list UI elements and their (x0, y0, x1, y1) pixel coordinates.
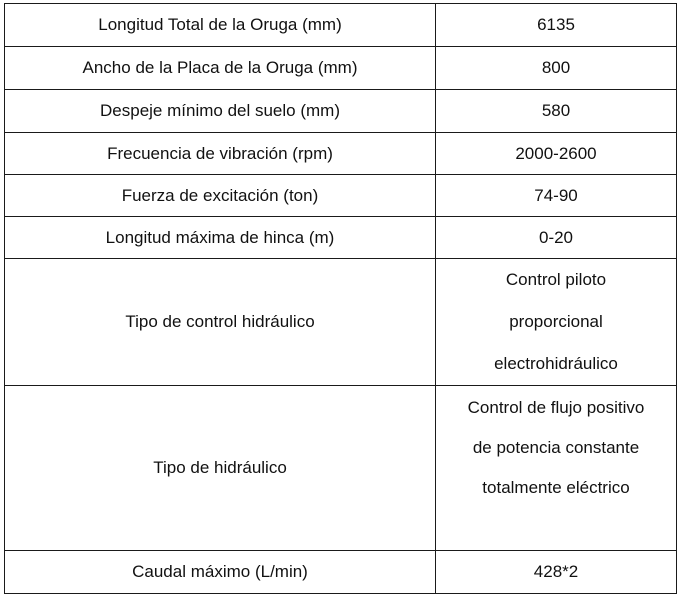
table-row (5, 47, 677, 90)
spec-value-line: Control de flujo positivo (467, 398, 645, 417)
specifications-table (4, 3, 677, 594)
spec-label: Longitud máxima de hinca (m) (5, 217, 436, 259)
table-row (5, 90, 677, 133)
spec-value: 428*2 (436, 551, 677, 594)
table-row (5, 175, 677, 217)
spec-label: Ancho de la Placa de la Oruga (mm) (5, 47, 436, 90)
table-row (5, 259, 677, 386)
spec-value-line: Control piloto (505, 270, 607, 289)
spec-value: 0-20 (436, 217, 677, 259)
spec-value: 74-90 (436, 175, 677, 217)
spec-label: Caudal máximo (L/min) (5, 551, 436, 594)
spec-value-line: electrohidráulico (494, 354, 618, 373)
spec-label: Tipo de control hidráulico (5, 259, 436, 386)
spec-label: Despeje mínimo del suelo (mm) (5, 90, 436, 133)
spec-label: Longitud Total de la Oruga (mm) (5, 4, 436, 47)
spec-label: Tipo de hidráulico (5, 386, 436, 551)
table-row (5, 217, 677, 259)
table-row (5, 133, 677, 175)
table-row (5, 551, 677, 594)
spec-label: Fuerza de excitación (ton) (5, 175, 436, 217)
table-row (5, 386, 677, 551)
spec-label: Frecuencia de vibración (rpm) (5, 133, 436, 175)
spec-value: 2000-2600 (436, 133, 677, 175)
spec-value-line: de potencia constante (472, 438, 640, 457)
spec-value-line: totalmente eléctrico (482, 478, 630, 497)
spec-value (436, 259, 677, 386)
spec-value-line: proporcional (509, 312, 603, 331)
spec-value: 6135 (436, 4, 677, 47)
table-row (5, 4, 677, 47)
spec-value (436, 386, 677, 551)
spec-value: 580 (436, 90, 677, 133)
spec-value: 800 (436, 47, 677, 90)
